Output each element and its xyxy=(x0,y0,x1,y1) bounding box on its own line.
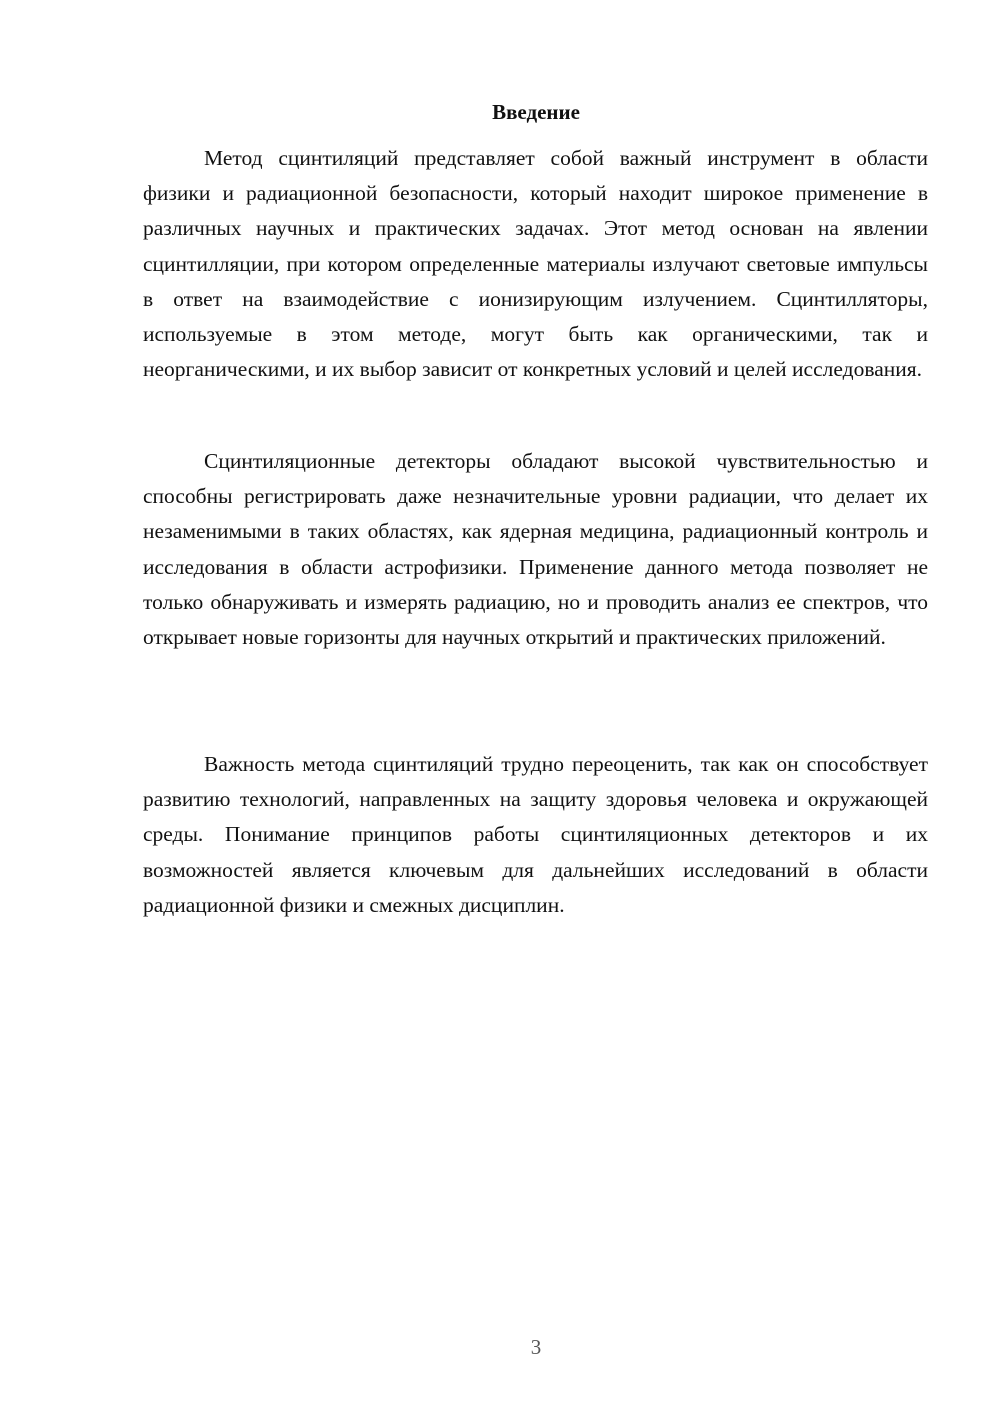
page-number: 3 xyxy=(530,1335,542,1359)
paragraph-3: Важность метода сцинтиляций трудно переоценить, так как он способствует развитию технологий, направленных на защиту здоровья человека и окружающей среды. Понимание принципов работы сцинтиляционных детекторов и их возможностей является ключевым для дальнейших исследований в области радиационной физики и смежных дисциплин. xyxy=(143,752,928,917)
section-title: Введение xyxy=(492,100,580,124)
paragraph-1: Метод сцинтиляций представляет собой важный инструмент в области физики и радиационной безопасности, который находит широкое применение в различных научных и практических задачах. Этот метод основан на явлении сцинтилляции, при котором определенные материалы излучают световые импульсы в ответ на взаимодействие с ионизирующим излучением. Сцинтилляторы, используемые в этом методе, могут быть как органическими, так и неорганическими, и их выбор зависит от конкретных условий и целей исследования. xyxy=(143,146,928,382)
paragraph-2: Сцинтиляционные детекторы обладают высокой чувствительностью и способны регистрировать даже незначительные уровни радиации, что делает их незаменимыми в таких областях, как ядерная медицина, радиационный контроль и исследования в области астрофизики. Применение данного метода позволяет не только обнаруживать и измерять радиацию, но и проводить анализ ее спектров, что открывает новые горизонты для научных открытий и практических приложений. xyxy=(143,449,928,650)
